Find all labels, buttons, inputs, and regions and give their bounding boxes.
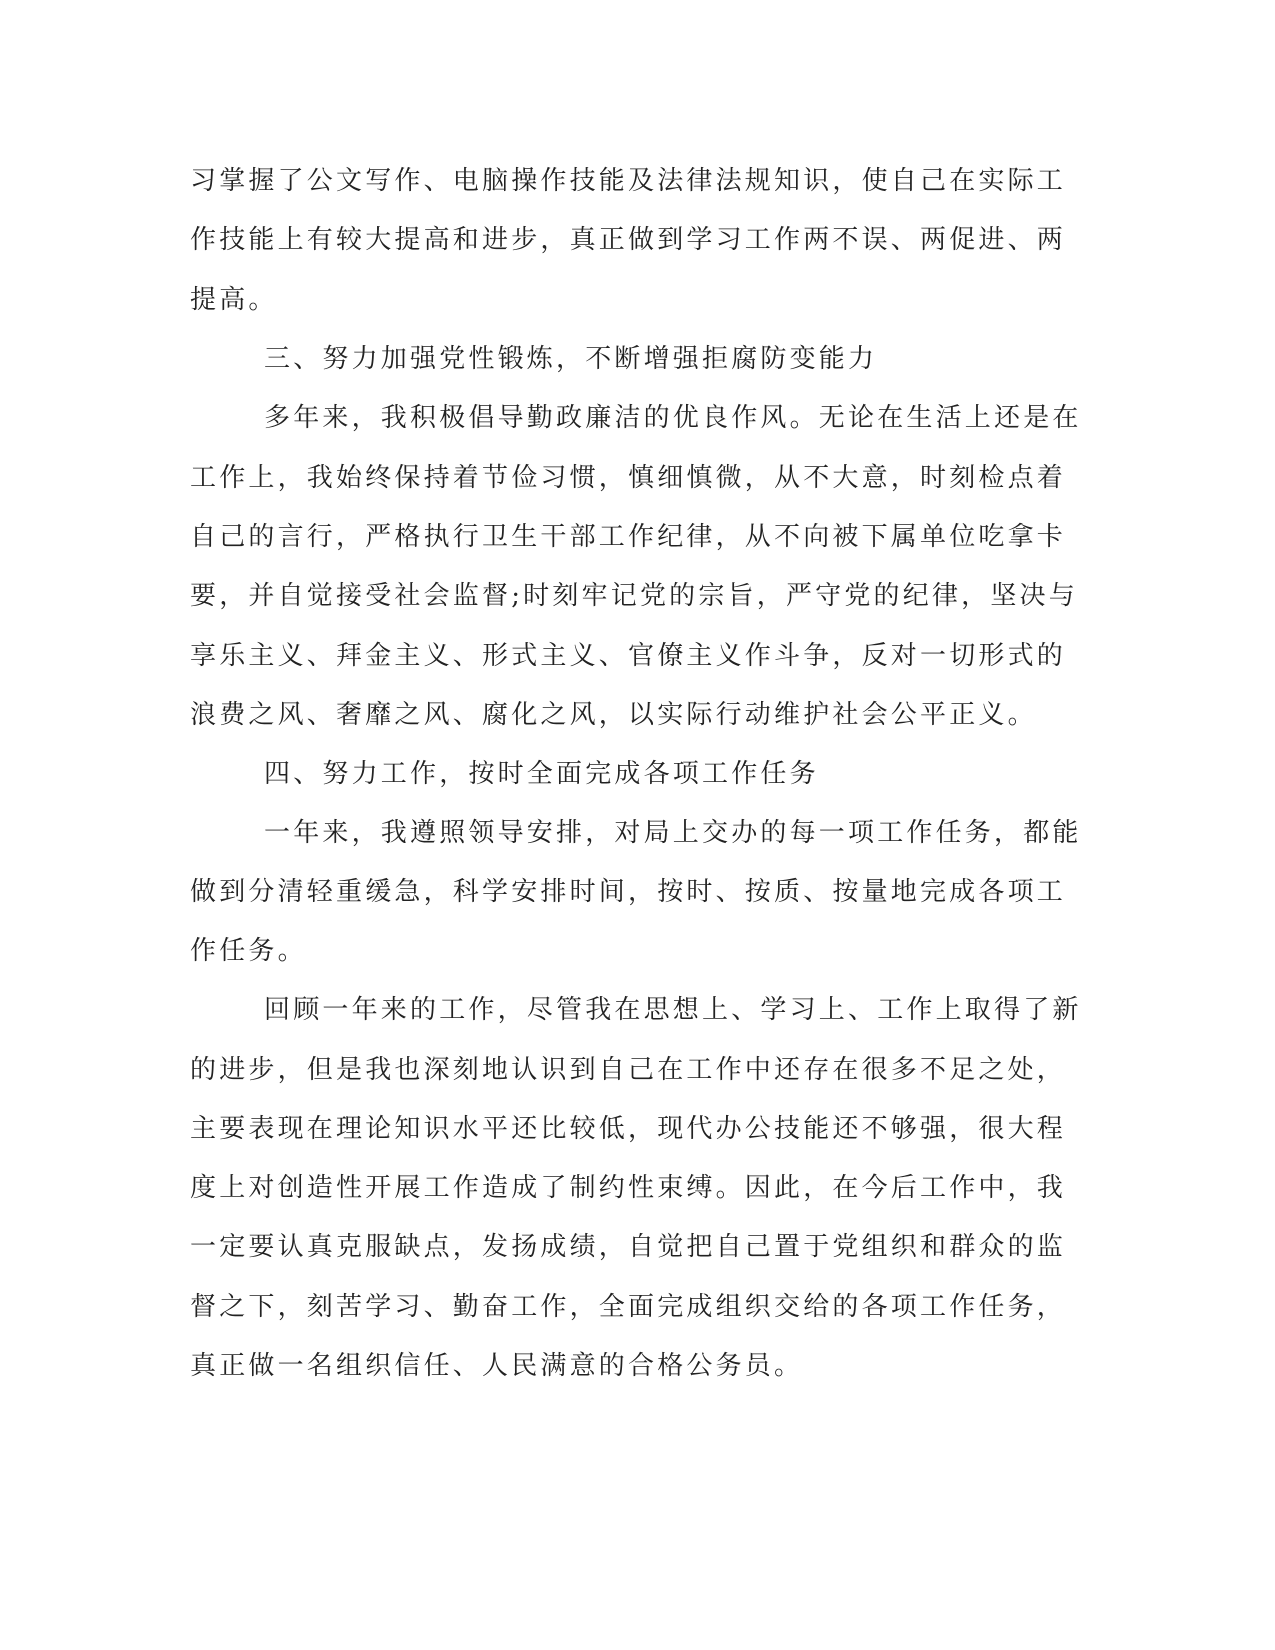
body-line: 督之下，刻苦学习、勤奋工作，全面完成组织交给的各项工作任务， <box>190 1292 1067 1322</box>
body-line: 的进步，但是我也深刻地认识到自己在工作中还存在很多不足之处， <box>190 1055 1067 1085</box>
body-line: 要，并自觉接受社会监督;时刻牢记党的宗旨，严守党的纪律，坚决与 <box>190 581 1078 611</box>
body-line: 多年来，我积极倡导勤政廉洁的优良作风。无论在生活上还是在 <box>264 403 1082 433</box>
body-line: 作技能上有较大提高和进步，真正做到学习工作两不误、两促进、两 <box>190 225 1067 255</box>
body-line: 作任务。 <box>190 936 307 966</box>
body-line: 工作上，我始终保持着节俭习惯，慎细慎微，从不大意，时刻检点着 <box>190 463 1067 493</box>
body-line: 回顾一年来的工作，尽管我在思想上、学习上、工作上取得了新 <box>264 995 1082 1025</box>
body-line: 自己的言行，严格执行卫生干部工作纪律，从不向被下属单位吃拿卡 <box>190 522 1067 552</box>
body-line: 一定要认真克服缺点，发扬成绩，自觉把自己置于党组织和群众的监 <box>190 1232 1067 1262</box>
body-line: 享乐主义、拜金主义、形式主义、官僚主义作斗争，反对一切形式的 <box>190 641 1067 671</box>
body-line: 度上对创造性开展工作造成了制约性束缚。因此，在今后工作中，我 <box>190 1173 1067 1203</box>
section-heading-4: 四、努力工作，按时全面完成各项工作任务 <box>264 759 819 789</box>
body-line: 浪费之风、奢靡之风、腐化之风，以实际行动维护社会公平正义。 <box>190 700 1037 730</box>
body-line: 习掌握了公文写作、电脑操作技能及法律法规知识，使自己在实际工 <box>190 166 1067 196</box>
section-heading-3: 三、努力加强党性锻炼，不断增强拒腐防变能力 <box>264 344 878 374</box>
body-line: 真正做一名组织信任、人民满意的合格公务员。 <box>190 1351 804 1381</box>
body-line: 一年来，我遵照领导安排，对局上交办的每一项工作任务，都能 <box>264 818 1082 848</box>
body-line: 提高。 <box>190 285 278 315</box>
body-line: 主要表现在理论知识水平还比较低，现代办公技能还不够强，很大程 <box>190 1114 1067 1144</box>
body-line: 做到分清轻重缓急，科学安排时间，按时、按质、按量地完成各项工 <box>190 877 1067 907</box>
